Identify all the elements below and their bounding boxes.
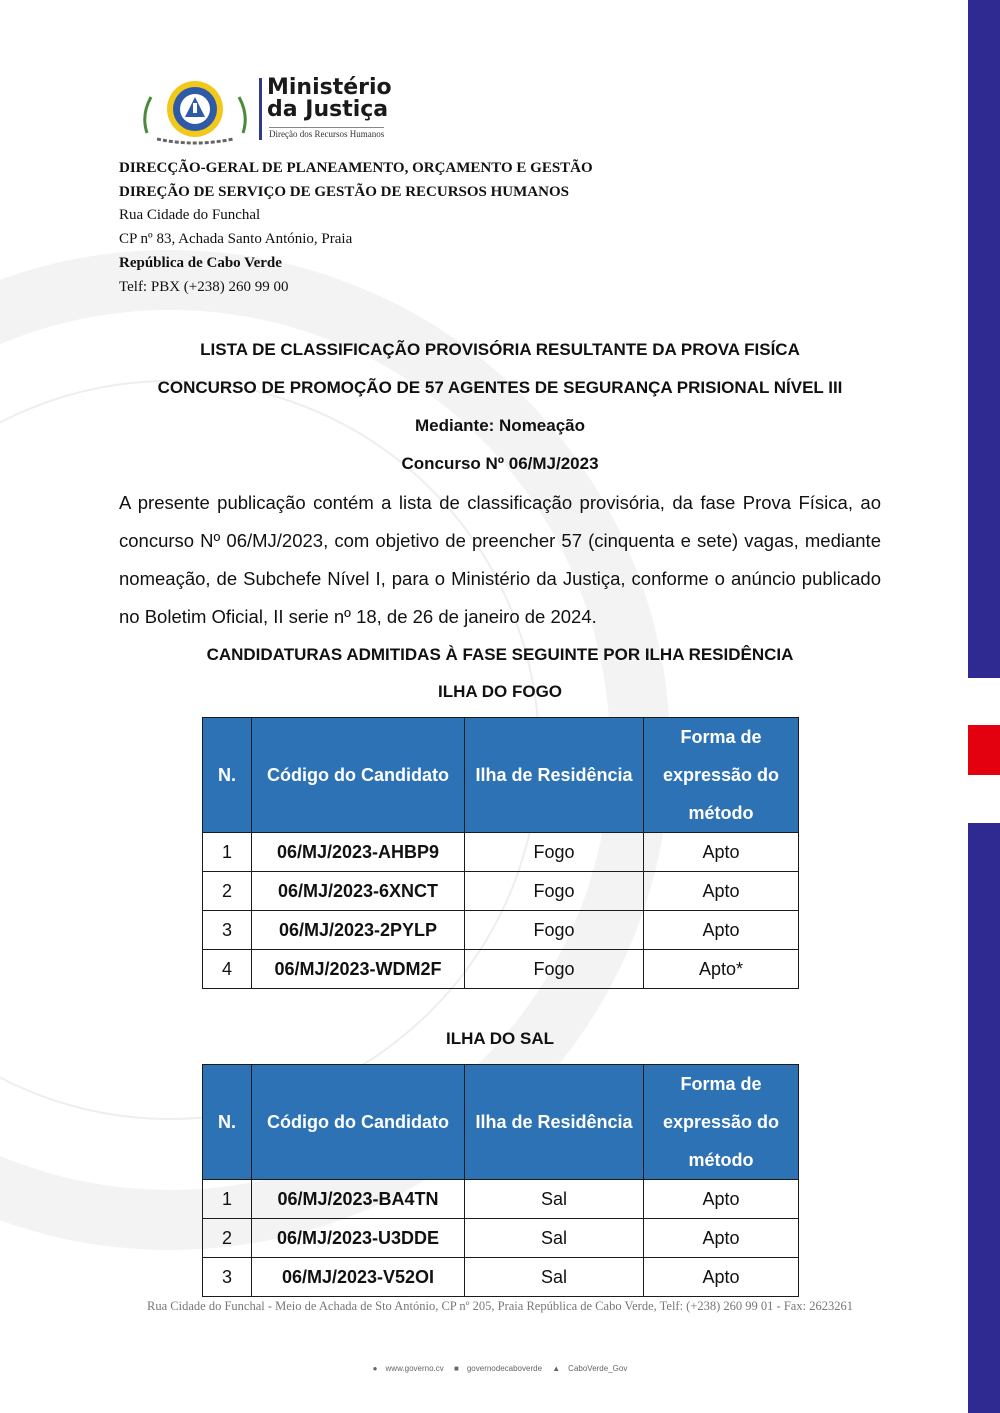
- logo-divider: [259, 78, 262, 140]
- result: Apto: [644, 1180, 799, 1219]
- fogo-table: [202, 717, 799, 989]
- website-link[interactable]: www.governo.cv: [385, 1364, 444, 1373]
- method-title: Mediante: Nomeação: [414, 416, 586, 435]
- result: Apto: [644, 1219, 799, 1258]
- col-header-result: Forma de expressão do método: [644, 718, 799, 833]
- facebook-link[interactable]: governodecaboverde: [466, 1364, 543, 1373]
- sidebar-red-mark: [968, 725, 1000, 775]
- table-row: [203, 1180, 799, 1219]
- logo-title: Ministério da Justiça: [267, 75, 392, 122]
- residence-island: Sal: [465, 1258, 644, 1297]
- candidate-code: 06/MJ/2023-2PYLP: [252, 911, 465, 950]
- address-line: DIRECÇÃO-GERAL DE PLANEAMENTO, ORÇAMENTO E GESTÃO: [119, 160, 593, 176]
- logo-subtitle: Direção dos Recursos Humanos: [269, 129, 385, 139]
- result: Apto: [644, 1258, 799, 1297]
- col-header-island: Ilha de Residência: [465, 718, 644, 833]
- row-number: 1: [203, 1180, 252, 1219]
- row-number: 3: [203, 1258, 252, 1297]
- residence-island: Fogo: [465, 872, 644, 911]
- candidate-code: 06/MJ/2023-6XNCT: [252, 872, 465, 911]
- result: Apto*: [644, 950, 799, 989]
- residence-island: Sal: [465, 1219, 644, 1258]
- table-row: [203, 911, 799, 950]
- result: Apto: [644, 833, 799, 872]
- row-number: 1: [203, 833, 252, 872]
- row-number: 4: [203, 950, 252, 989]
- sender-address: [119, 157, 593, 299]
- residence-island: Fogo: [465, 911, 644, 950]
- fogo-title: ILHA DO FOGO: [437, 682, 563, 701]
- col-header-island: Ilha de Residência: [465, 1065, 644, 1180]
- col-header-n: N.: [203, 1065, 252, 1180]
- residence-island: Fogo: [465, 833, 644, 872]
- table-header-row: [203, 1065, 799, 1180]
- contest-title: CONCURSO DE PROMOÇÃO DE 57 AGENTES DE SEGURANÇA PRISIONAL NÍVEL III: [157, 378, 843, 397]
- candidate-code: 06/MJ/2023-AHBP9: [252, 833, 465, 872]
- address-line: Rua Cidade do Funchal: [119, 207, 261, 224]
- row-number: 2: [203, 872, 252, 911]
- row-number: 3: [203, 911, 252, 950]
- table-header-row: [203, 718, 799, 833]
- document-title: LISTA DE CLASSIFICAÇÃO PROVISÓRIA RESULTANTE DA PROVA FISÍCA: [200, 340, 800, 359]
- sidebar-blue-top: [968, 0, 1000, 678]
- social-links: [0, 1364, 1000, 1373]
- twitter-link[interactable]: CaboVerde_Gov: [568, 1364, 628, 1373]
- candidate-code: 06/MJ/2023-WDM2F: [252, 950, 465, 989]
- row-number: 2: [203, 1219, 252, 1258]
- intro-paragraph: A presente publicação contém a lista de classificação provisória, da fase Prova Física, ao concurso Nº 06/MJ/2023, com objetivo de preencher 57 (cinquenta e sete) vagas, mediante nomeação, de Subchefe Nível I, para o Ministério da Justiça, conforme o anúncio publicado no Boletim Oficial, II serie nº 18, de 26 de janeiro de 2024.: [119, 492, 881, 627]
- contest-number: Concurso Nº 06/MJ/2023: [401, 454, 599, 473]
- table-row: [203, 1258, 799, 1297]
- col-header-code: Código do Candidato: [252, 718, 465, 833]
- globe-icon: ●: [372, 1364, 378, 1373]
- footer-address: Rua Cidade do Funchal - Meio de Achada de Sto António, CP nº 205, Praia República de Cabo Verde, Telf: (+238) 260 99 01 - Fax: 2623261: [147, 1299, 853, 1313]
- table-row: [203, 833, 799, 872]
- coat-of-arms-icon: [137, 75, 253, 145]
- address-line: Telf: PBX (+238) 260 99 00: [119, 278, 289, 295]
- candidate-code: 06/MJ/2023-V52OI: [252, 1258, 465, 1297]
- table-row: [203, 1219, 799, 1258]
- result: Apto: [644, 872, 799, 911]
- table-row: [203, 950, 799, 989]
- twitter-icon: ▲: [552, 1364, 561, 1373]
- sal-table: [202, 1064, 799, 1297]
- col-header-n: N.: [203, 718, 252, 833]
- residence-island: Fogo: [465, 950, 644, 989]
- facebook-icon: ■: [454, 1364, 459, 1373]
- section-title: CANDIDATURAS ADMITIDAS À FASE SEGUINTE POR ILHA RESIDÊNCIA: [206, 645, 794, 664]
- address-line: DIREÇÃO DE SERVIÇO DE GESTÃO DE RECURSOS HUMANOS: [119, 183, 569, 200]
- address-line: CP nº 83, Achada Santo António, Praia: [119, 231, 353, 248]
- sal-title: ILHA DO SAL: [446, 1029, 554, 1048]
- table-row: [203, 872, 799, 911]
- candidate-code: 06/MJ/2023-BA4TN: [252, 1180, 465, 1219]
- ministry-logo: [137, 75, 437, 150]
- candidate-code: 06/MJ/2023-U3DDE: [252, 1219, 465, 1258]
- col-header-code: Código do Candidato: [252, 1065, 465, 1180]
- address-line: República de Cabo Verde: [119, 254, 282, 271]
- col-header-result: Forma de expressão do método: [644, 1065, 799, 1180]
- result: Apto: [644, 911, 799, 950]
- residence-island: Sal: [465, 1180, 644, 1219]
- sidebar-blue-bottom: [968, 823, 1000, 1413]
